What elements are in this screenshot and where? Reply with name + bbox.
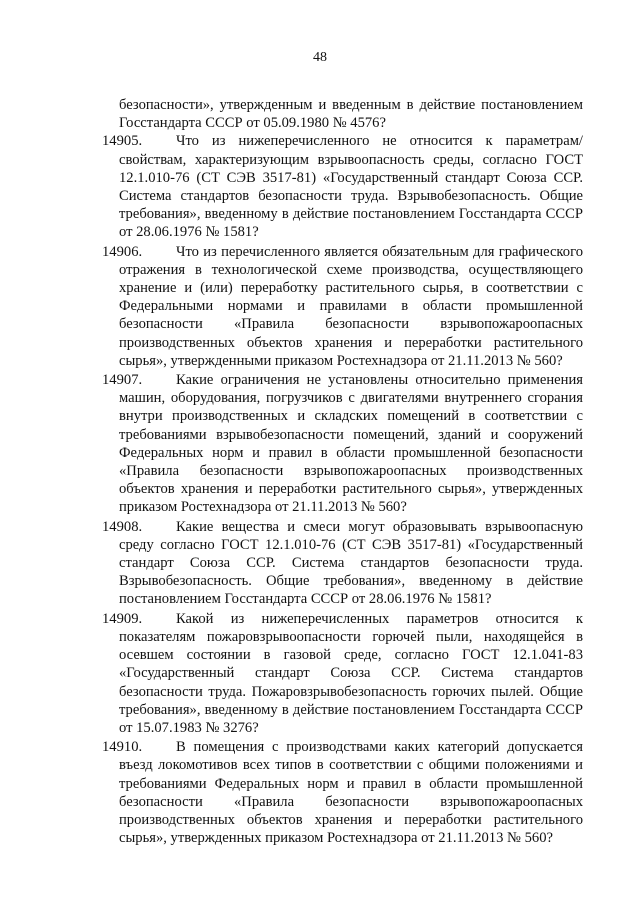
page-content — [102, 96, 583, 848]
question-text: Что из нижеперечисленного не относится к параметрам/свойствам, характеризующим взрывоопасность среды, согласно ГОСТ 12.1.010-76 (СТ СЭВ 3517-81) «Государственный стандарт Союза ССР. Система стандартов безопасности труда. Взрывобезопасность. Общие требования», введенному в действие постановлением Госстандарта СССР от 28.06.1976 № 1581? — [119, 133, 583, 241]
question-number: 14908. — [102, 518, 143, 535]
question-text: Какие вещества и смеси могут образовывать взрывоопасную среду согласно ГОСТ 12.1.010-76 (СТ СЭВ 3517-81) «Государственный стандарт Союза ССР. Система стандартов безопасности труда. Взрывобезопасность. Общие требования», введенному в действие постановлением Госстандарта СССР от 28.06.1976 № 1581? — [119, 518, 583, 608]
question-text: В помещения с производствами каких категорий допускается въезд локомотивов всех типов в соответствии с общими положениями и требованиями Федеральных норм и правил в области промышленной безопасности «Правила безопасности взрывопожароопасных производственных объектов хранения и переработки растительного сырья», утвержденных приказом Ростехнадзора от 21.11.2013 № 560? — [119, 739, 583, 847]
question-text: Какой из нижеперечисленных параметров относится к показателям пожаровзрывоопасности горючей пыли, находящейся в осевшем состоянии в газовой среде, согласно ГОСТ 12.1.041-83 «Государственный стандарт Союза ССР. Система стандартов безопасности труда. Пожаровзрывобезопасность горючих пылей. Общие требования», введенному в действие постановлением Госстандарта СССР от 15.07.1983 № 3276? — [119, 610, 583, 736]
question-number: 14905. — [102, 133, 143, 150]
page-number: 48 — [313, 50, 327, 65]
question-number: 14907. — [102, 372, 143, 389]
continued-paragraph: безопасности», утвержденным и введенным в действие постановлением Госстандарта СССР от 05.09.1980 № 4576? — [119, 97, 583, 132]
question-item — [102, 132, 583, 241]
question-item — [102, 371, 583, 517]
question-text: Какие ограничения не установлены относительно применения машин, оборудования, погрузчиков с двигателями внутреннего сгорания внутри производственных и складских помещений в соответствии с требованиями взрывобезопасности помещений, зданий и сооружений Федеральных норм и правил в области промышленной безопасности «Правила безопасности взрывопожароопасных производственных объектов хранения и переработки растительного сырья», утвержденных приказом Ростехнадзора от 21.11.2013 № 560? — [119, 372, 583, 516]
question-number: 14906. — [102, 243, 143, 260]
question-item — [102, 738, 583, 847]
question-item — [102, 518, 583, 609]
question-number: 14909. — [102, 610, 143, 627]
question-item — [102, 243, 583, 370]
question-text: Что из перечисленного является обязательным для графического отражения в технологической схеме производства, осуществляющего хранение и (или) переработку растительного сырья, в соответствии с Федеральными нормами и правилами в области промышленной безопасности «Правила безопасности взрывопожароопасных производственных объектов хранения и переработки растительного сырья», утвержденными приказом Ростехнадзора от 21.11.2013 № 560? — [119, 243, 583, 369]
question-item — [102, 610, 583, 737]
question-number: 14910. — [102, 739, 143, 756]
